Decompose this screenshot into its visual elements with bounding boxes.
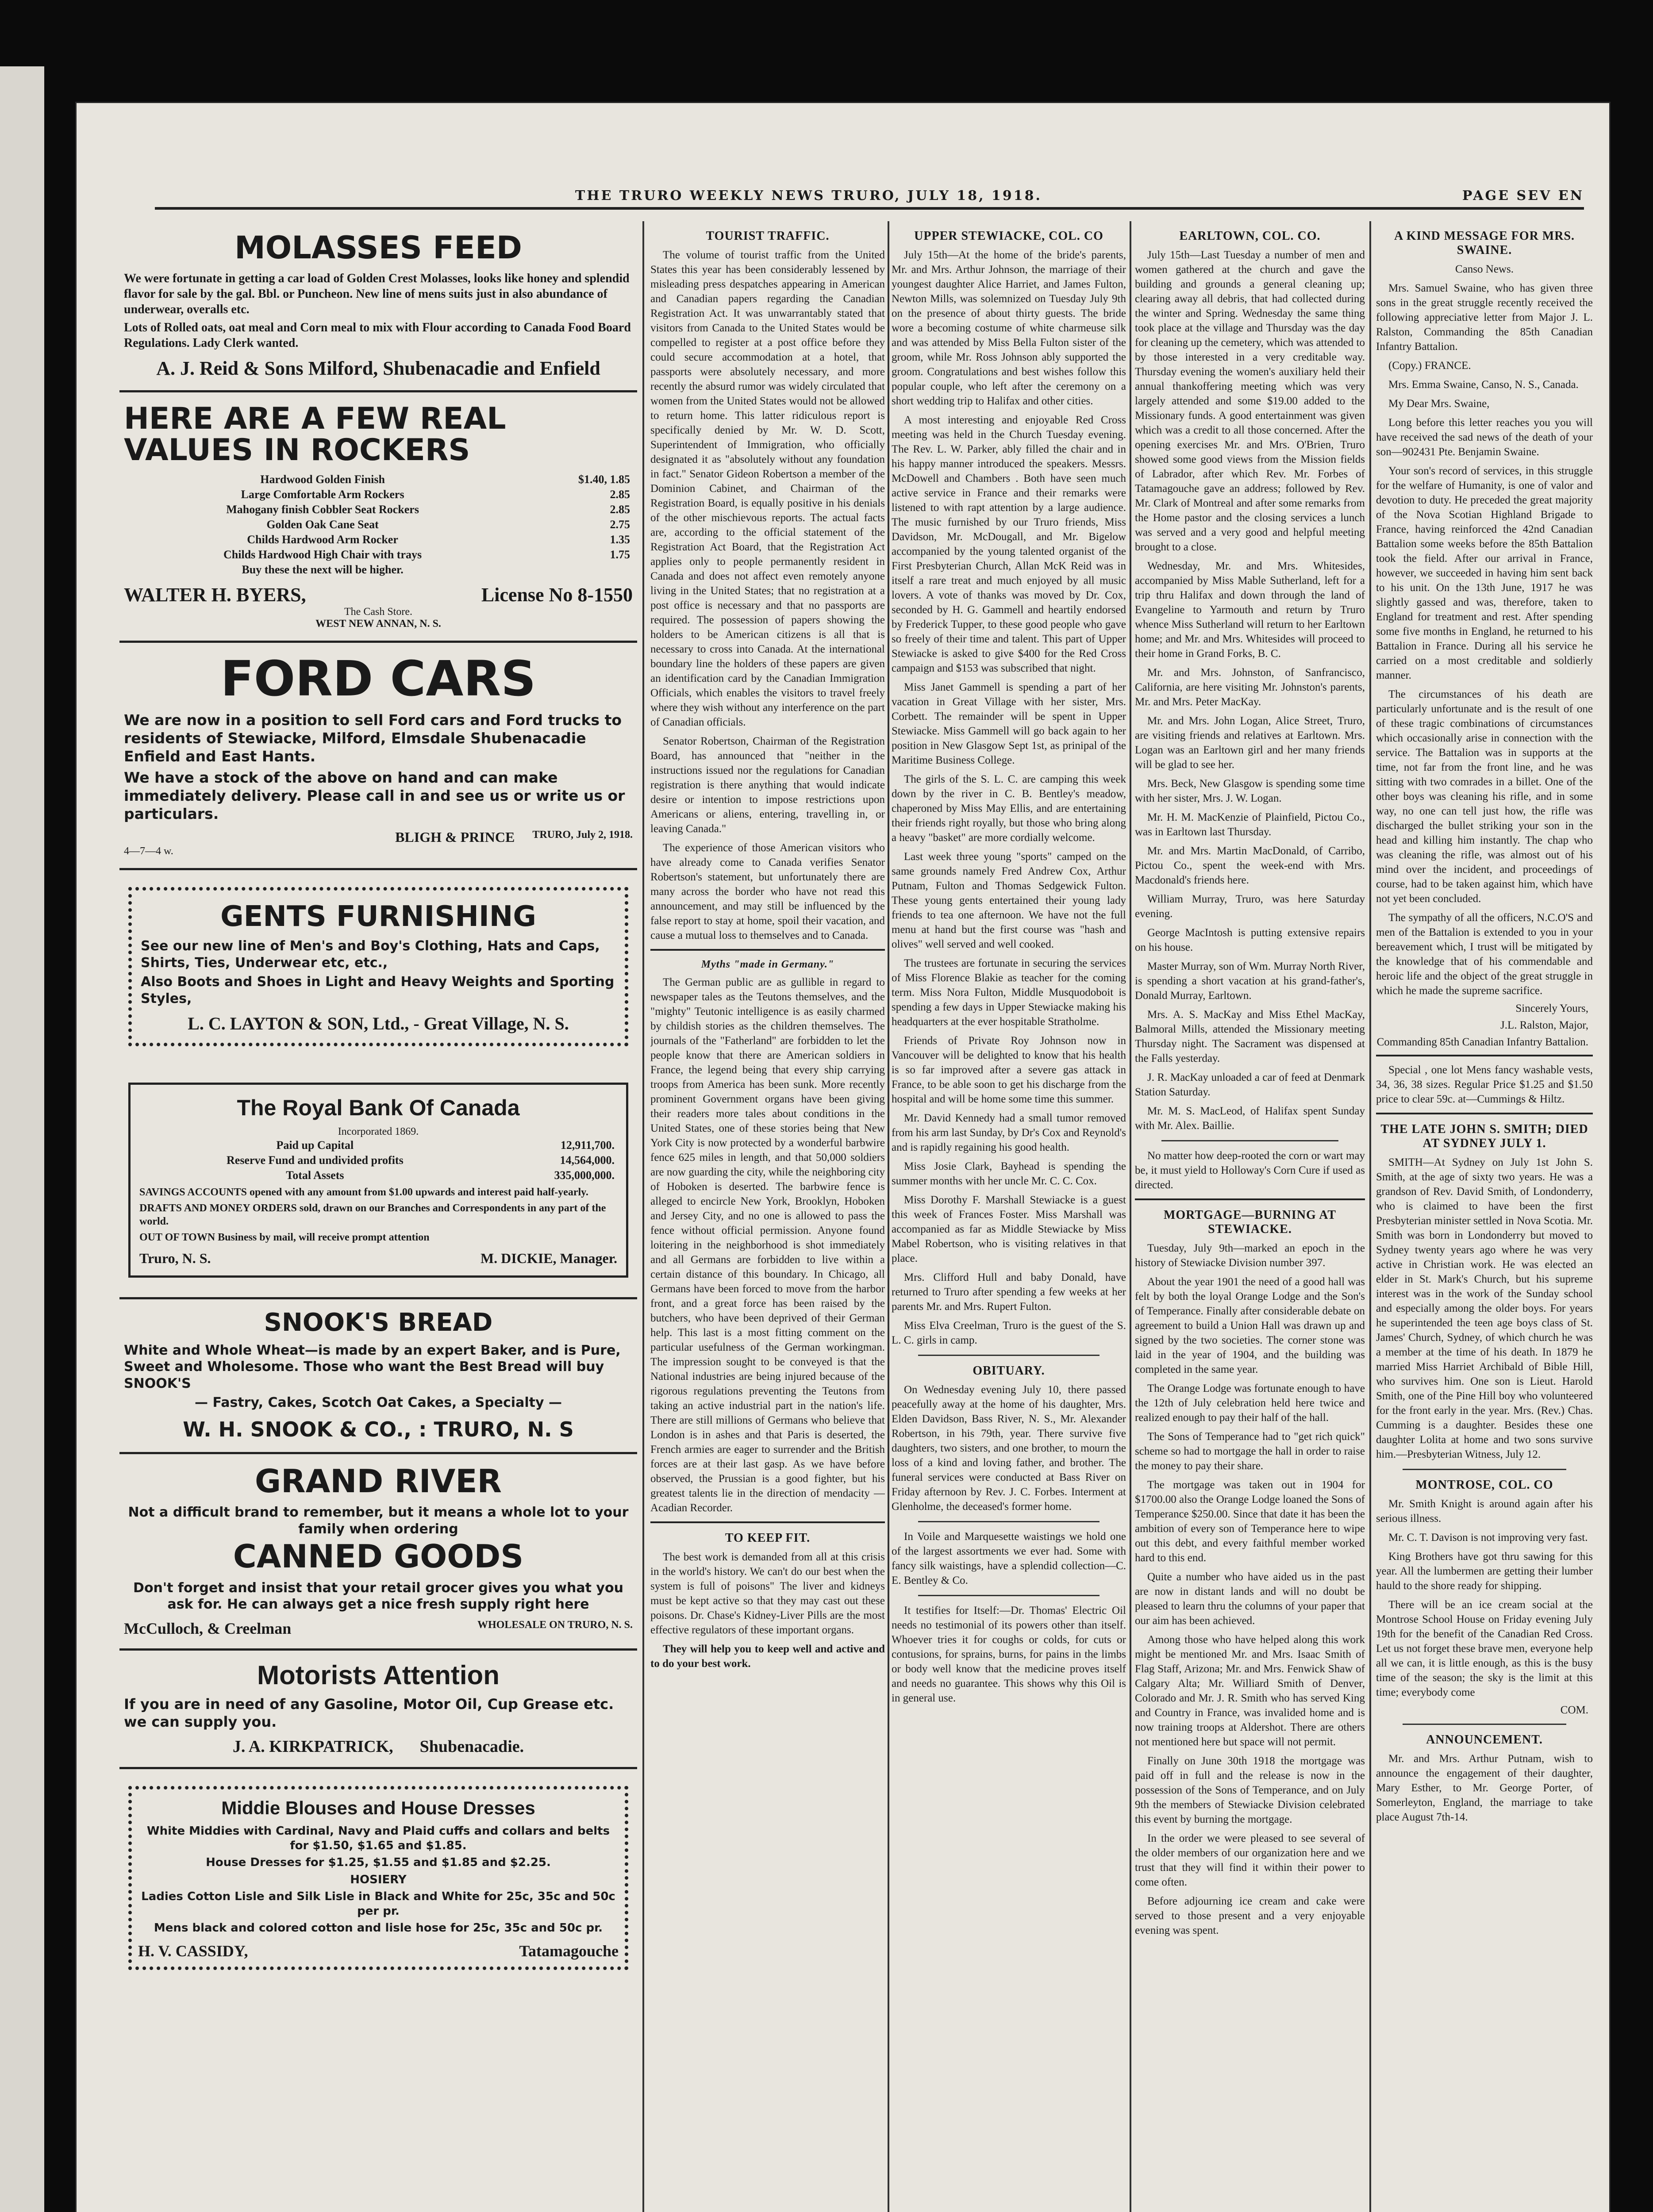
ad-body: We have a stock of the above on hand and can make immediately delivery. Please call in and see us or write us or particulars. xyxy=(124,768,625,823)
article-paragraph: Miss Elva Creelman, Truro is the guest of the S. L. C. girls in camp. xyxy=(892,1320,1126,1346)
news-column-3 xyxy=(892,221,1126,2212)
article-paragraph: On Wednesday evening July 10, there passed peacefully away at the home of his daughter, Mrs. Elden Davidson, Bass River, N. S., Mr. Alexander Robertson, in his 79th, year. There survive five daughters, two sisters, and one brother, to mourn the loss of a kind and loving father, and brother. The funeral services were conducted at Bass River on Friday afternoon by Rev. J. C. Forbes. Interment at Glenholme, the deceased's former home. xyxy=(892,1384,1126,1513)
letter-closing: Sincerely Yours, xyxy=(1515,1002,1588,1014)
ad-signature xyxy=(124,1737,633,1756)
article-paragraph: The Sons of Temperance had to "get rich quick" scheme so had to mortgage the hall in order to raise the money to pay their share. xyxy=(1135,1431,1365,1472)
article-paragraph: George MacIntosh is putting extensive repairs on his house. xyxy=(1135,927,1365,953)
article-paragraph: Your son's record of services, in this struggle for the welfare of Humanity, is one of valor and devotion to duty. He preceded the great majority of the Nova Scotian Highland Brigade to France, having reinforced the 42nd Canadian Battalion some weeks before the 85th Battalion took the field. After our arrival in France, however, we succeeded in having him sent back to his unit. On the 13th June, 1917 he was slightly gassed and was, therefore, taken to England for treatment and rest. After spending some five months in England, he returned to his Battalion in France. During all his service he carried on a most creditable and soldierly manner. xyxy=(1376,465,1593,681)
article-paragraph: Friends of Private Roy Johnson now in Vancouver will be delighted to know that his health is so far improved after a severe gas attack in France, to be able soon to get his discharge from the hospital and will be home some time this summer. xyxy=(892,1035,1126,1105)
article-headline: MONTROSE, COL. CO xyxy=(1415,1478,1553,1492)
article-paragraph: It testifies for Itself:—Dr. Thomas' Electric Oil needs no testimonial of its powers other than itself. Whoever tries it for coughs or colds, for cuts or contusions, for sprains, burns, for pains in the limbs or body well know that the medicine proves itself and needs no guarantee. This shows why this Oil is in general use. xyxy=(892,1605,1126,1704)
branch-name: Truro, N. S. xyxy=(139,1250,211,1266)
ad-title: FORD CARS xyxy=(220,650,536,707)
ad-body: Not a difficult brand to remember, but it means a whole lot to your family when ordering xyxy=(128,1505,629,1537)
article-paragraph: Mrs. Clifford Hull and baby Donald, have returned to Truro after spending a few weeks at her parents Mr. and Mrs. Rupert Fulton. xyxy=(892,1271,1126,1313)
ford-cars-ad xyxy=(119,643,637,870)
ad-title: GRAND RIVER xyxy=(255,1462,502,1500)
merchant-location: Shubenacadie. xyxy=(419,1737,524,1756)
article-headline: UPPER STEWIACKE, COL. CO xyxy=(914,229,1103,243)
article-paragraph: The trustees are fortunate in securing the services of Miss Florence Blakie as teacher for the coming term. Miss Nora Fulton, Middle Musquodoboit is spending a few days in Upper Stewiacke making his headquarters at the ever hospitable Stratholme. xyxy=(892,957,1126,1028)
article-paragraph: In the order we were pleased to see several of the older members of our organization here and we trust that they will find it within their power to come often. xyxy=(1135,1832,1365,1888)
ad-body: — Fastry, Cakes, Scotch Oat Cakes, a Specialty — xyxy=(195,1395,562,1411)
article-paragraph: The mortgage was taken out in 1904 for $1700.00 also the Orange Lodge loaned the Sons of Temperance $250.00. Since that date it has been the ambition of every son of Temperance here to wipe out this debt, and every faithful member worked hard to this end. xyxy=(1135,1479,1365,1564)
page-number: PAGE SEV EN xyxy=(1462,188,1584,204)
article-paragraph: Mr. C. T. Davison is not improving very fast. xyxy=(1388,1532,1588,1544)
figure-row: Total Assets 335,000,000. xyxy=(286,1168,615,1182)
savings-text: SAVINGS ACCOUNTS opened with any amount from $1.00 upwards and interest paid half-yearly. xyxy=(139,1186,588,1198)
article-paragraph: The German public are as gullible in regard to newspaper tales as the Teutons themselves, and the "mighty" Teutonic intelligence is as easily charmed by childish stories as the children themselves. The journals of the "Fatherland" are forbidden to let the people know that there are American soldiers in France, the legend being that every ship carrying troops from America has been sunk. More recently prominent Government organs have been giving their readers more tales about conditions in the United States, one of these stories being that New York City is now protected by a wonderful barbwire fence 625 miles in length, and that 50,000 soldiers are now guarding the city, while the neighboring city of Hoboken is deserted. The barbwire fence is alleged to encircle New York, Brooklyn, Hoboken and Jersey City, and no one is allowed to pass the fence without official permission. Anyone found loitering in the neighborhood is shot immediately and all Germans are forbidden to live within a certain distance of this boundary. In Chicago, all Germans have been forced to move from the harbor front, and a great force has been raised by the butchers, who have been deprived of their German help. This last is a most fitting comment on the particular usefulness of the German workingman. The impression sought to be conveyed is that the National industries are being injured because of the rigorous regulations preventing the Teutons from taking an active industrial part in the nation's life. There are still millions of Germans who believe that London is in ashes and that Paris is deserted, the French armies are eager to surrender and the British forces are at their last gasp. As we have before observed, the Prussian is a good fighter, but his greatest talents lie in the direction of mendacity —Acadian Recorder. xyxy=(650,976,885,1514)
dotted-border xyxy=(128,887,628,1046)
ad-subtitle: CANNED GOODS xyxy=(233,1538,524,1575)
article-paragraph: July 15th—Last Tuesday a number of men and women gathered at the church and gave the building and grounds a general cleaning up; clearing away all debris, that had collected during the winter and Spring. Wednesday the same thing took place at the village and Thursday was the day for cleaning up the cemetery, which was attended to by those interested in a very creditable way. Thursday evening the women's auxiliary held their annual thankoffering meeting which was very largely attended and some $19.00 added to the Missionary funds. A good entertainment was given which was a credit to all those concerned. After the opening exercises Mr. and Mrs. O'Brien, Truro showed some good views from the Mission fields of Labrador, after which Rev. Mr. Forbes of Tatamagouche gave an address; followed by Rev. Mr. Clark of Montreal and after some remarks from the Home pastor and the closing services a lunch was served and a very good and helpful meeting brought to a close. xyxy=(1135,249,1365,553)
article-paragraph: They will help you to keep well and active and to do your best work. xyxy=(650,1643,885,1670)
ad-signature xyxy=(124,584,633,606)
article-paragraph: Mr. and Mrs. Johnston, of Sanfrancisco, California, are here visiting Mr. Johnston's parents, Mr. and Mrs. Peter MacKay. xyxy=(1135,667,1365,708)
price-row: Large Comfortable Arm Rockers 2.85 xyxy=(241,488,630,501)
article-paragraph: In Voile and Marquesette waistings we hold one of the largest assortments we ever had. Some with fancy silk waistings, have a splendid collection—C. E. Bentley & Co. xyxy=(892,1531,1126,1586)
article-headline: TOURIST TRAFFIC. xyxy=(706,229,830,243)
letter-signature-title: Commanding 85th Canadian Infantry Battalion. xyxy=(1376,1036,1588,1048)
article-divider xyxy=(918,1595,1099,1596)
ad-line: White Middies with Cardinal, Navy and Plaid cuffs and collars and belts for $1.50, $1.65 and $1.85. xyxy=(146,1824,610,1852)
article-paragraph: Last week three young "sports" camped on the same grounds namely Fred Andrew Cox, Arthur Putnam, Fulton and Thomas Sedgewick Fulton. These young gents entertained their young lady friends to tea one afternoon. We have not the full menu at hand but the first course was "hash and olives" well served and well cooked. xyxy=(892,851,1126,950)
article-headline: THE LATE JOHN S. SMITH; DIED AT SYDNEY JULY 1. xyxy=(1380,1122,1588,1150)
molasses-ad xyxy=(119,221,637,392)
dotted-border xyxy=(128,1786,628,1970)
article-paragraph: Senator Robertson, Chairman of the Registration Board, has announced that "neither in the instructions issued nor the regulations for Canadian registration is there anything that would indicate desire or intention to impose restrictions upon Americans or aliens, entering, travelling in, or leaving Canada." xyxy=(650,735,885,835)
ad-body: If you are in need of any Gasoline, Motor Oil, Cup Grease etc. we can supply you. xyxy=(124,1695,614,1730)
snooks-bread-ad xyxy=(119,1299,637,1454)
article-headline: ANNOUNCEMENT. xyxy=(1426,1733,1543,1747)
motorists-ad xyxy=(119,1651,637,1769)
price-row: Childs Hardwood Arm Rocker 1.35 xyxy=(247,533,630,546)
article-paragraph: Miss Janet Gammell is spending a part of her vacation in Great Village with her sister, Mrs. Corbett. The remainder will be spent in Upper Stewiacke. Miss Gammell will go back again to her position in New Glasgow Sept 1st, as prinipal of the Maritime Business College. xyxy=(892,681,1126,766)
middie-blouses-ad xyxy=(119,1769,637,1989)
ad-signature xyxy=(138,1942,619,1960)
article-paragraph: A most interesting and enjoyable Red Cross meeting was held in the Church Tuesday evening. The Rev. L. W. Parker, ably filled the chair and in his happy manner introduced the speakers. Messrs. McDowell and Chambers . Both have seen much active service in France and their remarks were listened to with rapt attention by a large audience. The music furnished by our Truro friends, Miss Davidson, Mr. McDougall, and Mr. Bigelow accompanied by the young talented organist of the First Presbyterian Church, Allan McK Reid was in itself a rare treat and much enjoyed by all music lovers. A vote of thanks was moved by Dr. Cox, seconded by H. G. Gammell and heartily endorsed by Frederick Tupper, to these good people who gave so freely of their time and talent. This part of Upper Stewiacke is asked to give $400 for the Red Cross campaign and $153 was subscribed that night. xyxy=(892,414,1126,674)
bank-figures xyxy=(139,1138,617,1183)
ad-signature xyxy=(139,1250,617,1267)
news-column-5 xyxy=(1376,221,1593,2212)
article-paragraph: No matter how deep-rooted the corn or wart may be, it must yield to Holloway's Corn Cure if used as directed. xyxy=(1135,1150,1365,1191)
ad-title: Middie Blouses and House Dresses xyxy=(221,1797,535,1818)
ad-title: GENTS FURNISHING xyxy=(220,900,536,933)
article-paragraph: Wednesday, Mr. and Mrs. Whitesides, accompanied by Miss Mable Sutherland, left for a trip thru Halifax and down through the land of Evangeline to Yarmouth and return by Truro whence Miss Sutherland will return to her Earltown home; and Mr. and Mrs. Whitesides will proceed to their home in Grand Forks, B. C. xyxy=(1135,560,1365,660)
ad-body: Also Boots and Shoes in Light and Heavy Weights and Sporting Styles, xyxy=(141,974,615,1006)
article-paragraph: Tuesday, July 9th—marked an epoch in the history of Stewiacke Division number 397. xyxy=(1135,1242,1365,1269)
article-divider xyxy=(650,1521,885,1523)
article-paragraph: Miss Dorothy F. Marshall Stewiacke is a guest this week of Frances Foster. Miss Marshall was accompanied as far as Middle Stewiacke by Miss Mabel Robertson, who is visiting relatives in that place. xyxy=(892,1194,1126,1264)
price-row: Hardwood Golden Finish $1.40, 1.85 xyxy=(260,473,630,486)
ad-signature: L. C. LAYTON & SON, Ltd., - Great Village, N. S. xyxy=(188,1014,569,1034)
ad-body: Lots of Rolled oats, oat meal and Corn meal to mix with Flour according to Canada Food Board Regulations. Lady Clerk wanted. xyxy=(124,320,631,350)
store-location: WEST NEW ANNAN, N. S. xyxy=(315,618,441,630)
ad-date: TRURO, July 2, 1918. xyxy=(532,829,633,841)
column-rule xyxy=(642,221,644,2212)
article-paragraph: Before adjourning ice cream and cake were served to those present and a very enjoyable evening was spent. xyxy=(1135,1895,1365,1936)
ad-line: Ladies Cotton Lisle and Silk Lisle in Black and White for 25c, 35c and 50c per pr. xyxy=(141,1890,615,1918)
letter-signature: J.L. Ralston, Major, xyxy=(1500,1019,1588,1031)
article-paragraph: Mrs. A. S. MacKay and Miss Ethel MacKay, Balmoral Mills, attended the Missionary meeting Thursday night. The Sacrament was dispensed at the Falls yesterday. xyxy=(1135,1009,1365,1064)
article-paragraph: Mr. and Mrs. Arthur Putnam, wish to announce the engagement of their daughter, Mary Esther, to Mr. George Porter, of Somerleyton, England, the marriage to take place August 7th-14. xyxy=(1376,1753,1593,1823)
article-paragraph: King Brothers have got thru sawing for this year. All the lumbermen are getting their lumber hauld to the shore ready for shipping. xyxy=(1376,1551,1593,1592)
ad-line: Mens black and colored cotton and lisle hose for 25c, 35c and 50c pr. xyxy=(154,1921,603,1935)
advertisement-column xyxy=(119,221,637,2212)
figure-row: Paid up Capital 12,911,700. xyxy=(276,1138,615,1152)
article-paragraph: The Orange Lodge was fortunate enough to have the 12th of July celebration held here twice and realized enough to pay their half of the hall. xyxy=(1135,1382,1365,1424)
bank-box xyxy=(128,1083,628,1278)
newspaper-page xyxy=(75,102,1611,2212)
ad-title: HERE ARE A FEW REAL VALUES IN ROCKERS xyxy=(124,401,506,468)
ad-signature xyxy=(124,1619,633,1638)
article-paragraph: There will be an ice cream social at the Montrose School House on Friday evening July 19th for the benefit of the Canadian Red Cross. Let us not forget these brave men, everyone help all we can, it is little enough, as this is the busy time of the season; the sky is the limit at this time; everybody come xyxy=(1376,1599,1593,1698)
page-header xyxy=(155,173,1584,210)
price-list xyxy=(124,472,633,577)
news-column-2 xyxy=(650,221,885,2212)
article-divider xyxy=(1403,1469,1566,1470)
article-paragraph: SMITH—At Sydney on July 1st John S. Smith, at the age of sixty two years. He was a grandson of Rev. David Smith, of Londonderry, who is claimed to have been the first Presbyterian minister settled in Nova Scotia. Mr. Smith was born in Londonderry but moved to Sydney twenty years ago where he was very active in Christian work. He was elected an elder in St. Mark's Church, but his supreme interest was in the work of the Sunday school and especially among the older boys. For years he superintended the teen age boys class of St. James' Church, Sydney, of which church he was a member at the time of his death. In 1879 he married Miss Harriet Archibald of Bible Hill, who survives him. One son is Lieut. Harold Smith, one of the Pine Hill boy who volunteered for the front early in the year. Mrs. (Rev.) Chas. Cumming is a daughter. Besides these one daughter Lolita at home and two sons survive him.—Presbyterian Witness, July 12. xyxy=(1376,1156,1593,1460)
price-row: Childs Hardwood High Chair with trays 1.75 xyxy=(223,548,630,561)
article-paragraph: The circumstances of his death are particularly unfortunate and is the result of one of these tragic combinations of circumstances which occasionally arise in connection with the service. The Battalion was in supports at the time, not far from the front line, and he was sitting with two comrades in a billet. One of the other boys was cleaning his rifle, and in some way, no one can tell just how, the rifle was discharged the bullet striking your son in the head and killing him instantly. The chap who was cleaning the rifle, was almost out of his mind over the incident, and proceedings of course, had to be taken against him, which have not yet been concluded. xyxy=(1376,688,1593,905)
ad-title: Motorists Attention xyxy=(257,1660,500,1690)
merchant-location: Tatamagouche xyxy=(519,1942,619,1960)
article-paragraph: Mr. H. M. MacKenzie of Plainfield, Pictou Co., was in Earltown last Thursday. xyxy=(1135,811,1365,838)
column-rule xyxy=(1369,221,1371,2212)
article-source: Canso News. xyxy=(1455,263,1514,275)
merchant-name: J. A. KIRKPATRICK, xyxy=(232,1737,393,1756)
adjacent-page-edge xyxy=(0,66,44,2212)
grand-river-ad xyxy=(119,1454,637,1651)
drafts-text: DRAFTS AND MONEY ORDERS sold, drawn on our Branches and Correspondents in any part of the world. xyxy=(139,1202,606,1227)
article-divider xyxy=(918,1521,1099,1522)
article-paragraph: My Dear Mrs. Swaine, xyxy=(1388,398,1490,410)
article-paragraph: Mrs. Samuel Swaine, who has given three sons in the great struggle recently received the following appreciative letter from Major J. L. Ralston, Commanding the 85th Canadian Infantry Battalion. xyxy=(1376,282,1593,353)
article-paragraph: Mr. M. S. MacLeod, of Halifax spent Sunday with Mr. Alex. Baillie. xyxy=(1135,1105,1365,1132)
article-headline: OBITUARY. xyxy=(973,1364,1045,1378)
merchant-name: H. V. CASSIDY, xyxy=(138,1942,248,1960)
article-headline: TO KEEP FIT. xyxy=(725,1531,811,1545)
ad-title: MOLASSES FEED xyxy=(234,230,522,266)
news-column-4 xyxy=(1135,221,1365,2212)
gents-furnishing-ad xyxy=(119,870,637,1066)
merchant-name: McCulloch, & Creelman xyxy=(124,1619,292,1637)
article-paragraph: The volume of tourist traffic from the United States this year has been considerably lessened by misleading press despatches appearing in American and Canadian papers regarding the Canadian Registration Act. It was unwarrantably stated that visitors from Canada to the United States would be compelled to register at a post office before they could secure accommodation at a hotel, that passports were absolutely necessary, and more recently the absurd rumor was widely circulated that women from the United States would not be allowed to return home. This latter ridiculous report is specifically denied by Mr. W. D. Scott, Superintendent of Immigration, who officially designated it as "absolutely without any foundation in fact." Senator Gideon Robertson a member of the Dominion Cabinet, and Chairman of the Registration Board, is equally positive in his denials of the other mischievous reports. The actual facts are, according to the official statement of the Registration Act Board, that the Registration Act applies only to people permanently resident in Canada and does not affect even remotely anyone living in the United States; that no registration at a post office is necessary and that no passports are required. The possession of papers showing the holders to be American citizens is all that is necessary to cross into Canada. At the international boundary line the holders of these papers are given an identification card by the Canadian Immigration Officials, which enables the visitors to travel freely where they wish without any interference on the part of Canadian officials. xyxy=(650,249,885,728)
price-row: Buy these the next will be higher. xyxy=(242,563,404,576)
article-paragraph: Mr. and Mrs. Martin MacDonald, of Carribo, Pictou Co., spent the week-end with Mrs. Macdonald's friends here. xyxy=(1135,845,1365,886)
price-row: Mahogany finish Cobbler Seat Rockers 2.85 xyxy=(226,503,630,516)
article-paragraph: Long before this letter reaches you you will have received the sad news of the death of your son—902431 Pte. Benjamin Swaine. xyxy=(1376,417,1593,458)
manager-name: M. DICKIE, Manager. xyxy=(480,1250,617,1266)
article-divider xyxy=(1376,1113,1593,1114)
merchant-name: WALTER H. BYERS, xyxy=(124,584,306,606)
article-paragraph: Master Murray, son of Wm. Murray North River, is spending a short vacation at his grand-father's, Donald Murray, Earltown. xyxy=(1135,960,1365,1002)
article-divider xyxy=(1403,1724,1566,1725)
ad-body: White and Whole Wheat—is made by an expert Baker, and is Pure, Sweet and Wholesome. Those who want the Best Bread will buy SNOOK'S xyxy=(124,1342,621,1391)
article-paragraph: Miss Josie Clark, Bayhead is spending the summer months with her uncle Mr. C. C. Cox. xyxy=(892,1160,1126,1187)
article-divider xyxy=(1376,1055,1593,1056)
ad-line: House Dresses for $1.25, $1.55 and $1.85 and $2.25. xyxy=(206,1856,551,1870)
article-paragraph: Among those who have helped along this work might be mentioned Mr. and Mrs. Isaac Smith of Flag Staff, Arizona; Mr. and Mrs. Fenwick Shaw of Calgary Alta; Mr. Williard Smith of Denver, Colorado and Mr. J. R. Smith who has served King and Country in France, was invalided home and is now training troops at Aldershot. There are others not mentioned here but space will not permit. xyxy=(1135,1634,1365,1748)
license-number: License No 8-1550 xyxy=(481,584,633,606)
article-paragraph: July 15th—At the home of the bride's parents, Mr. and Mrs. Arthur Johnson, the marriage of their youngest daughter Alice Harriet, and James Fulton, Newton Mills, was solemnized on Tuesday July 9th on the presence of about thirty guests. The bride wore a becoming costume of white charmeuse silk and was attended by Miss Bella Fulton sister of the groom, while Mr. Ross Johnson ably supported the groom. Congratulations and best wishes follow this popular couple, who left after the ceremony on a short wedding trip to Halifax and other cities. xyxy=(892,249,1126,407)
article-divider xyxy=(918,1355,1099,1356)
article-paragraph: Mrs. Beck, New Glasgow is spending some time with her sister, Mrs. J. W. Logan. xyxy=(1135,778,1365,804)
article-headline: EARLTOWN, COL. CO. xyxy=(1179,229,1321,243)
article-paragraph: William Murray, Truro, was here Saturday evening. xyxy=(1135,893,1365,920)
rockers-ad xyxy=(119,392,637,643)
article-paragraph: Mr. David Kennedy had a small tumor removed from his arm last Sunday, by Dr's Cox and Reynold's and is rapidly regaining his good health. xyxy=(892,1112,1126,1153)
ad-title: SNOOK'S BREAD xyxy=(264,1308,493,1337)
article-paragraph: (Copy.) FRANCE. xyxy=(1388,360,1471,372)
column-rule xyxy=(1130,221,1131,2212)
article-paragraph: Mrs. Emma Swaine, Canso, N. S., Canada. xyxy=(1388,379,1579,391)
ad-heading: HOSIERY xyxy=(350,1873,407,1886)
ad-code: 4—7—4 w. xyxy=(124,845,173,857)
article-paragraph: Finally on June 30th 1918 the mortgage was paid off in full and the release is now in the possession of the Sons of Temperance, and on July 9th the members of Stewiacke Division celebrated this event by burning the mortgage. xyxy=(1135,1755,1365,1825)
article-paragraph: About the year 1901 the need of a good hall was felt by both the loyal Orange Lodge and the Son's of Temperance. Finally after considerable debate on agreement to build a Union Hall was drawn up and signed by the two societies. The corner stone was laid in the year of 1904, and the building was completed in the same year. xyxy=(1135,1276,1365,1375)
dealer-name: BLIGH & PRINCE xyxy=(395,829,515,845)
article-paragraph: Mr. and Mrs. John Logan, Alice Street, Truro, are visiting friends and relatives at Earltown. Mrs. Logan was an Earltown girl and her many friends will be glad to see her. xyxy=(1135,715,1365,771)
article-paragraph: Quite a number who have aided us in the past are now in distant lands and will no doubt be pleased to learn thru the columns of your paper that our aim has been achieved. xyxy=(1135,1571,1365,1627)
ad-body: See our new line of Men's and Boy's Clothing, Hats and Caps, Shirts, Ties, Underwear etc, etc., xyxy=(141,938,600,971)
article-headline: MORTGAGE—BURNING AT STEWIACKE. xyxy=(1163,1208,1337,1236)
figure-row: Reserve Fund and undivided profits 14,564,000. xyxy=(227,1153,615,1167)
ad-signature: W. H. SNOOK & CO., : TRURO, N. S xyxy=(183,1417,574,1441)
article-headline: A KIND MESSAGE FOR MRS. SWAINE. xyxy=(1394,229,1575,257)
ad-signature xyxy=(124,829,633,845)
article-signature: COM. xyxy=(1560,1704,1588,1716)
article-divider xyxy=(1135,1198,1365,1200)
store-name: The Cash Store. xyxy=(344,606,412,618)
article-paragraph: The best work is demanded from all at this crisis in the world's history. We can't do our best when the system is full of poisons" The liver and kidneys must be kept active so that they may cast out these poisons. Dr. Chase's Kidney-Liver Pills are the most effective regulators of these important organs. xyxy=(650,1551,885,1636)
out-of-town-text: OUT OF TOWN Business by mail, will receive prompt attention xyxy=(139,1231,430,1243)
ad-signature: A. J. Reid & Sons Milford, Shubenacadie and Enfield xyxy=(156,357,600,379)
article-headline: Myths "made in Germany." xyxy=(701,959,834,970)
ad-body: We were fortunate in getting a car load of Golden Crest Molasses, looks like honey and splendid flavor for sale by the gal. Bbl. or Puncheon. New line of mens suits just in also abundance of underwear, overalls etc. xyxy=(124,271,630,316)
ad-title: The Royal Bank Of Canada xyxy=(237,1095,520,1121)
article-paragraph: Special , one lot Mens fancy washable vests, 34, 36, 38 sizes. Regular Price $1.25 and $1.50 price to clear 59c. at—Cummings & Hiltz. xyxy=(1376,1064,1593,1105)
wholesale-note: WHOLESALE ON TRURO, N. S. xyxy=(477,1619,633,1631)
column-rule xyxy=(888,221,889,2212)
masthead-line: THE TRURO WEEKLY NEWS TRURO, JULY 18, 1918. xyxy=(575,188,1042,204)
article-paragraph: Mr. Smith Knight is around again after his serious illness. xyxy=(1376,1498,1593,1525)
article-paragraph: The girls of the S. L. C. are camping this week down by the river in C. B. Bentley's meadow, chaperoned by Miss May Ellis, and are entertaining their friends right royally, but those who bring along a heavy "basket" are more cordially welcome. xyxy=(892,773,1126,844)
royal-bank-ad xyxy=(119,1066,637,1299)
article-paragraph: The experience of those American visitors who have already come to Canada verifies Senator Robertson's statement, but unfortunately there are many across the border who have not read this announcement, and may still be influenced by the false report to stay at home, spoil their vacation, and cause a mutual loss to themselves and to Canada. xyxy=(650,842,885,941)
article-paragraph: J. R. MacKay unloaded a car of feed at Denmark Station Saturday. xyxy=(1135,1071,1365,1098)
ad-body: Don't forget and insist that your retail grocer gives you what you ask for. He can always get a nice fresh supply right here xyxy=(133,1580,623,1613)
ad-body: We are now in a position to sell Ford cars and Ford trucks to residents of Stewiacke, Milford, Elmsdale Shubenacadie Enfield and East Hants. xyxy=(124,711,622,765)
price-row: Golden Oak Cane Seat 2.75 xyxy=(266,518,630,531)
article-divider xyxy=(1161,1140,1338,1141)
article-divider xyxy=(650,949,885,951)
article-paragraph: The sympathy of all the officers, N.C.O'S and men of the Battalion is extended to you in your bereavement which, I trust will be mitigated by the knowledge that of his commendable and heroic life and the object of the great struggle in which he made the supreme sacrifice. xyxy=(1376,912,1593,997)
incorporated-line: Incorporated 1869. xyxy=(338,1125,419,1137)
